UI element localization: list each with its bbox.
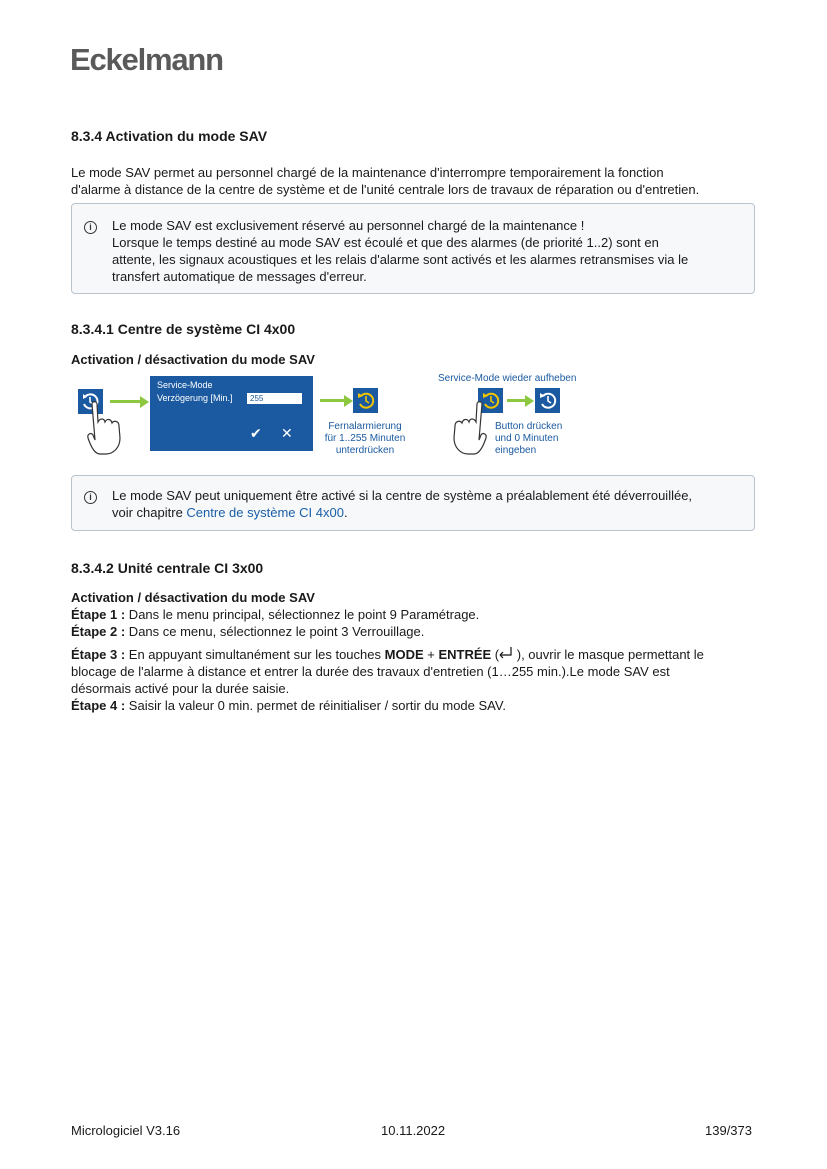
caption-suppress-line-3: unterdrücken — [335, 445, 395, 456]
footer-date: 10.11.2022 — [381, 1123, 446, 1138]
unlock-note — [71, 475, 755, 531]
subsection-subtitle-ci3x00: Activation / désactivation du mode SAV — [71, 590, 315, 605]
chapter-link[interactable]: Centre de système CI 4x00 — [186, 505, 344, 520]
service-clock-active-icon — [353, 388, 378, 413]
step-3-text-c: ), ouvrir le masque permettant le — [513, 647, 704, 662]
caption-suppress — [310, 421, 420, 457]
step-2 — [71, 623, 761, 640]
arrow-head — [344, 395, 353, 407]
arrow-line — [507, 399, 525, 402]
enter-key-icon — [499, 647, 513, 659]
note2-suffix: . — [343, 505, 348, 520]
intro-paragraph — [71, 164, 699, 198]
arrow-head — [525, 395, 534, 407]
service-mode-active-tile — [353, 388, 378, 413]
mode-key: MODE — [384, 647, 424, 662]
info-icon: i — [84, 491, 97, 504]
step-3-line-3: désormais activé pour la durée saisie. — [71, 681, 290, 696]
plus-sign: + — [423, 647, 439, 662]
caption-reset-line-1: Button drücken — [495, 421, 563, 432]
footer-page-number: 139/373 — [705, 1123, 752, 1138]
note1-line-2: Lorsque le temps destiné au mode SAV est écoulé et que des alarmes (de priorité 1..2) sont en — [112, 235, 659, 250]
subsection-title-ci4x00: 8.3.4.1 Centre de système CI 4x00 — [71, 321, 296, 337]
note1-line-3: attente, les signaux acoustiques et les relais d'alarme sont activés et les alarmes retransmises via le — [112, 252, 689, 267]
caption-suppress-line-1: Fernalarmierung — [328, 421, 402, 432]
step-1-text: Dans le menu principal, sélectionnez le point 9 Paramétrage. — [125, 607, 480, 622]
step-3-text-b: ( — [491, 647, 500, 662]
caption-reset-line-3: eingeben — [495, 445, 537, 456]
dialog-delay-label: Verzögerung [Min.] — [157, 393, 233, 403]
info-icon: i — [84, 221, 97, 234]
note2-prefix: voir chapitre — [112, 505, 187, 520]
step-2-label: Étape 2 : — [71, 624, 126, 639]
arrow-line — [320, 399, 344, 402]
service-clock-icon — [535, 388, 560, 413]
service-mode-dialog — [150, 376, 313, 451]
dialog-delay-input: 255 — [247, 393, 302, 404]
cancel-icon: ✕ — [281, 425, 293, 441]
maintenance-note-text — [112, 217, 740, 285]
caption-reset — [495, 421, 575, 457]
maintenance-note — [71, 203, 755, 294]
footer-firmware: Micrologiciel V3.16 — [71, 1123, 181, 1138]
pointing-hand-icon — [86, 400, 134, 458]
cancel-service-mode-title: Service-Mode wieder aufheben — [438, 373, 577, 384]
caption-reset-line-2: und 0 Minuten — [495, 433, 559, 444]
intro-line-2: d'alarme à distance de la centre de système et de l'unité centrale lors de travaux de réparation ou d'entretien. — [71, 182, 700, 197]
intro-line-1: Le mode SAV permet au personnel chargé de la maintenance d'interrompre temporairement la fonction — [71, 165, 664, 180]
step-3-line-2: blocage de l'alarme à distance et entrer la durée des travaux d'entretien (1…255 min.).Le mode SAV est — [71, 664, 670, 679]
note1-line-4: transfert automatique de messages d'erreur. — [112, 269, 367, 284]
step-3-text-a: En appuyant simultanément sur les touches — [125, 647, 385, 662]
step-4 — [71, 697, 761, 714]
step-3-label: Étape 3 : — [71, 647, 126, 662]
note1-line-1: Le mode SAV est exclusivement réservé au personnel chargé de la maintenance ! — [112, 218, 585, 233]
confirm-icon: ✔ — [250, 425, 262, 441]
subsection-title-ci3x00: 8.3.4.2 Unité centrale CI 3x00 — [71, 560, 264, 576]
caption-suppress-line-2: für 1..255 Minuten — [324, 433, 406, 444]
step-4-label: Étape 4 : — [71, 698, 126, 713]
pointing-hand-icon — [444, 400, 492, 458]
eckelmann-logo: Eckelmann — [70, 42, 223, 77]
step-2-text: Dans ce menu, sélectionnez le point 3 Verrouillage. — [125, 624, 425, 639]
step-3 — [71, 646, 761, 663]
step-4-text: Saisir la valeur 0 min. permet de réinitialiser / sortir du mode SAV. — [125, 698, 506, 713]
arrow-head — [140, 396, 149, 408]
note2-line-1: Le mode SAV peut uniquement être activé si la centre de système a préalablement été déverrouillée, — [112, 488, 693, 503]
subsection-subtitle-ci4x00: Activation / désactivation du mode SAV — [71, 352, 315, 367]
service-mode-tile-2 — [535, 388, 560, 413]
step-1 — [71, 606, 761, 623]
unlock-note-text — [112, 487, 740, 521]
step-1-label: Étape 1 : — [71, 607, 126, 622]
entree-key: ENTRÉE — [438, 647, 492, 662]
dialog-title: Service-Mode — [157, 380, 213, 390]
steps-block — [71, 589, 761, 714]
section-title: 8.3.4 Activation du mode SAV — [71, 128, 268, 144]
arrow-line — [110, 400, 140, 403]
note2-line-2 — [112, 504, 740, 521]
